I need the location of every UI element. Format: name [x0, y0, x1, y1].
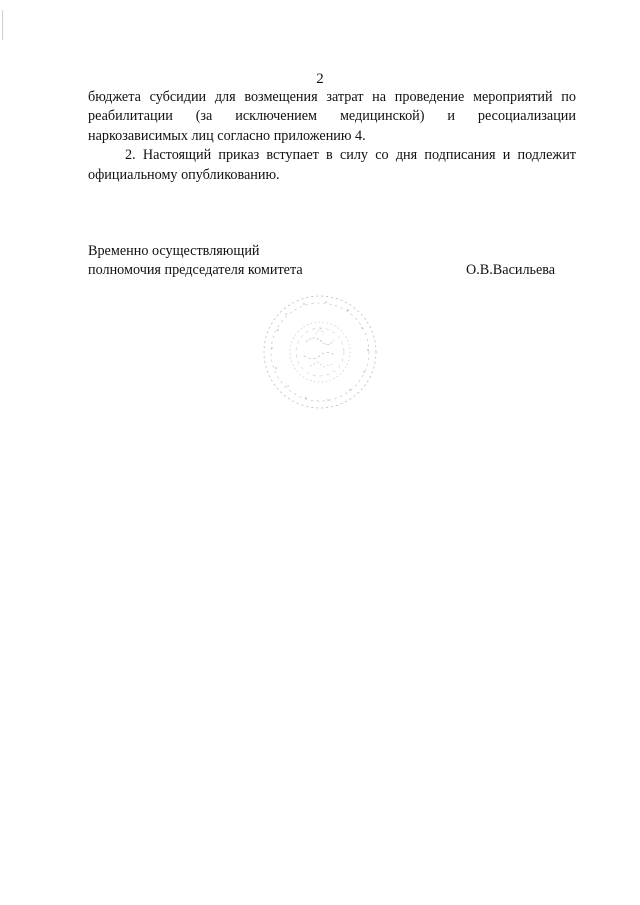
document-body [88, 88, 576, 185]
scan-edge-mark [2, 10, 3, 40]
page-number: 2 [316, 71, 324, 87]
signatory-name: О.В.Васильева [466, 262, 556, 278]
signatory-title-line-1: Временно осуществляющий [88, 243, 260, 259]
paragraph-2: 2. Настоящий приказ вступает в силу со дня подписания и подлежит официальному опубликованию. [88, 147, 576, 183]
paragraph-continuation: бюджета субсидии для возмещения затрат на проведение мероприятий по реабилитации (за исключением медицинской) и ресоциализации наркозависимых лиц согласно приложению 4. [88, 89, 576, 144]
signatory-title-line-2: полномочия председателя комитета [88, 262, 303, 279]
seal-stamp-icon [258, 290, 382, 414]
